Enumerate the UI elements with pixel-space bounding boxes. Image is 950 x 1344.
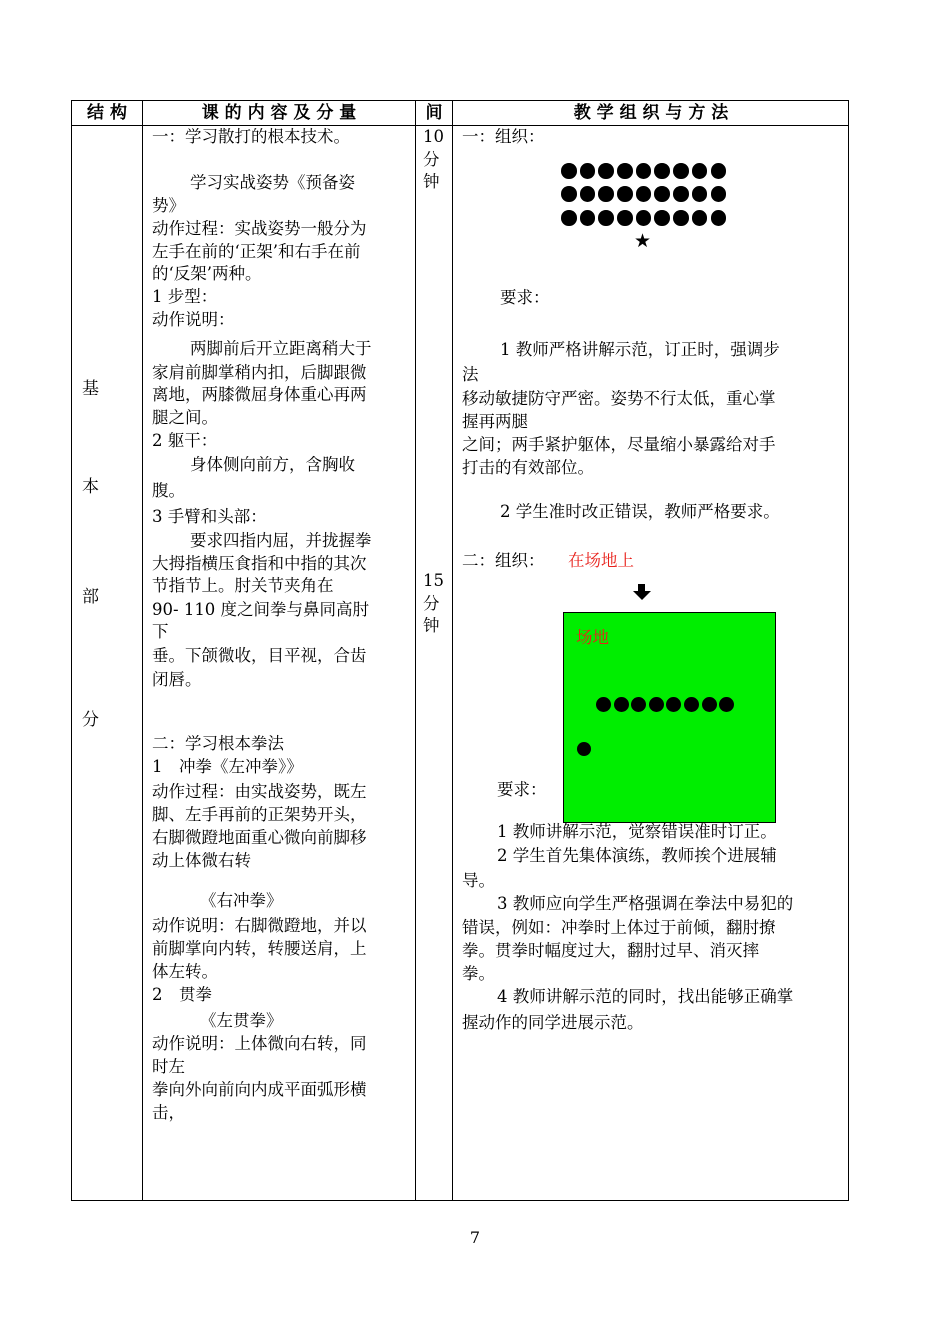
req1-line: 之间；两手紧护躯体，尽量缩小暴露给对手 [462,435,776,454]
student-dot [654,186,670,202]
field-student-dot [666,697,681,712]
content-line: 《左贯拳》 [200,1011,283,1030]
field-teacher-dot [577,742,591,756]
req1-line: 1 教师严格讲解示范，订正时，强调步 [500,340,780,359]
time-value: 15 [423,571,444,590]
content-line: 3 手臂和头部： [152,507,267,526]
section-label-char: 部 [82,587,99,607]
time-unit: 分 [423,149,440,169]
student-dot [617,163,633,179]
formation-row [561,210,726,226]
student-dot [636,210,652,226]
time-mark-15min [423,570,447,638]
req2-line: 2 学生首先集体演练，教师挨个进展辅 [497,846,777,865]
content-line: 大拇指横压食指和中指的其次 [152,554,367,573]
student-dot [561,163,577,179]
student-dot [692,186,708,202]
content-line: 动作说明：上体微向右转，同 [152,1034,367,1053]
req2-line: 拳。贯拳时幅度过大，翻肘过早、消灭摔 [462,941,759,960]
header-time: 间 [425,103,443,123]
time-value: 10 [423,127,444,146]
student-dot [617,210,633,226]
org1-label: 一：组织： [462,127,545,146]
student-dot [598,210,614,226]
org2-label: 二：组织： [462,551,545,570]
content-line: 2 贯拳 [152,985,212,1004]
req2-line: 错误，例如：冲拳时上体过于前倾，翻肘撩 [462,918,776,937]
column-divider [415,100,416,1201]
down-arrow-icon [632,584,652,602]
content-line: 左手在前的‘正架’和右手在前 [152,242,361,261]
student-dot [617,186,633,202]
content-line: 势》 [152,196,185,215]
req1-label: 要求： [500,288,550,307]
content-line: 动上体微右转 [152,851,251,870]
content-line: 时左 [152,1057,185,1076]
content-line: 身体侧向前方，含胸收 [190,455,355,474]
content-line: 一：学习散打的根本技术。 [152,127,350,146]
field-student-dot [631,697,646,712]
teacher-star-icon: ★ [634,230,652,252]
student-dot [673,186,689,202]
field-student-dot [684,697,699,712]
req2-line: 拳。 [462,964,495,983]
content-line: 腿之间。 [152,408,218,427]
field-student-dot [614,697,629,712]
formation-row [561,163,726,179]
time-unit: 分 [423,593,440,613]
field-label: 场地 [576,628,609,647]
field-student-dot [649,697,664,712]
field-student-dot [719,697,734,712]
content-line: 二：学习根本拳法 [152,734,284,753]
content-line: 闭唇。 [152,670,202,689]
student-dot [711,210,727,226]
req1-line: 打击的有效部位。 [462,458,594,477]
content-line: 1 冲拳《左冲拳》》 [152,757,303,776]
student-dot [580,163,596,179]
student-dot [654,163,670,179]
req2-line: 导。 [462,871,495,890]
content-line: 拳向外向前向内成平面弧形横 [152,1080,367,1099]
content-line: 前脚掌向内转，转腰送肩，上 [152,939,367,958]
content-line: 要求四指内屈，并拢握拳 [190,531,372,550]
content-line: 1 步型： [152,287,218,306]
org2-place: 在场地上 [568,551,634,570]
content-line: 右脚微蹬地面重心微向前脚移 [152,828,367,847]
req1-line: 2 学生准时改正错误，教师严格要求。 [500,502,780,521]
header-content: 课 的 内 容 及 分 量 [201,103,357,123]
content-line: 体左转。 [152,962,218,981]
student-dot [711,186,727,202]
student-dot [673,210,689,226]
student-dot [673,163,689,179]
student-dot [636,186,652,202]
field-student-row [596,697,734,712]
time-unit: 钟 [423,172,440,191]
header-structure: 结 构 [87,103,127,123]
content-line: 节指节上。肘关节夹角在 [152,576,334,595]
content-line: 动作说明：右脚微蹬地，并以 [152,916,367,935]
column-divider [452,100,453,1201]
content-line: 2 躯干： [152,431,218,450]
student-dot [654,210,670,226]
column-divider [142,100,143,1201]
student-dot [711,163,727,179]
field-student-dot [596,697,611,712]
formation-row [561,186,726,202]
content-line: 90- 110 度之间拳与鼻同高肘 [152,600,370,619]
content-line: 击， [152,1103,185,1122]
student-dot [692,210,708,226]
student-dot [580,210,596,226]
content-line: 腹。 [152,481,185,500]
field-student-dot [702,697,717,712]
req1-line: 法 [462,365,479,384]
content-line: 动作说明： [152,310,235,329]
student-dot [561,186,577,202]
student-dot [598,163,614,179]
section-label-char: 本 [82,477,99,497]
req1-line: 移动敏捷防守严密。姿势不行太低，重心掌 [462,389,776,408]
content-line: 动作过程：由实战姿势，既左 [152,782,367,801]
req2-label: 要求： [497,780,547,799]
content-line: 垂。下颌微收，目平视，合齿 [152,646,367,665]
content-line: 家肩前脚掌稍内扣，后脚跟微 [152,363,367,382]
req2-line: 4 教师讲解示范的同时，找出能够正确掌 [497,987,794,1006]
content-line: 学习实战姿势《预备姿 [190,173,355,192]
content-line: 下 [152,622,169,641]
req2-line: 1 教师讲解示范，觉察错误准时订正。 [497,822,777,841]
req2-line: 3 教师应向学生严格强调在拳法中易犯的 [497,894,794,913]
req1-line: 握再两腿 [462,412,528,431]
content-line: 离地，两膝微屈身体重心再两 [152,385,367,404]
content-line: 动作过程：实战姿势一般分为 [152,219,367,238]
section-label-char: 基 [82,379,99,399]
content-line: 《右冲拳》 [200,891,283,910]
student-dot [598,186,614,202]
student-dot [692,163,708,179]
time-mark-10min [423,126,447,194]
student-dot [561,210,577,226]
section-label-char: 分 [82,710,99,730]
req2-line: 握动作的同学进展示范。 [462,1013,644,1032]
content-line: 两脚前后开立距离稍大于 [190,339,372,358]
student-dot [636,163,652,179]
header-method: 教 学 组 织 与 方 法 [573,103,729,123]
page-number: 7 [469,1228,481,1247]
content-line: 脚、左手再前的正架势开头， [152,805,367,824]
time-unit: 钟 [423,616,440,635]
student-dot [580,186,596,202]
content-line: 的‘反架’两种。 [152,264,262,283]
